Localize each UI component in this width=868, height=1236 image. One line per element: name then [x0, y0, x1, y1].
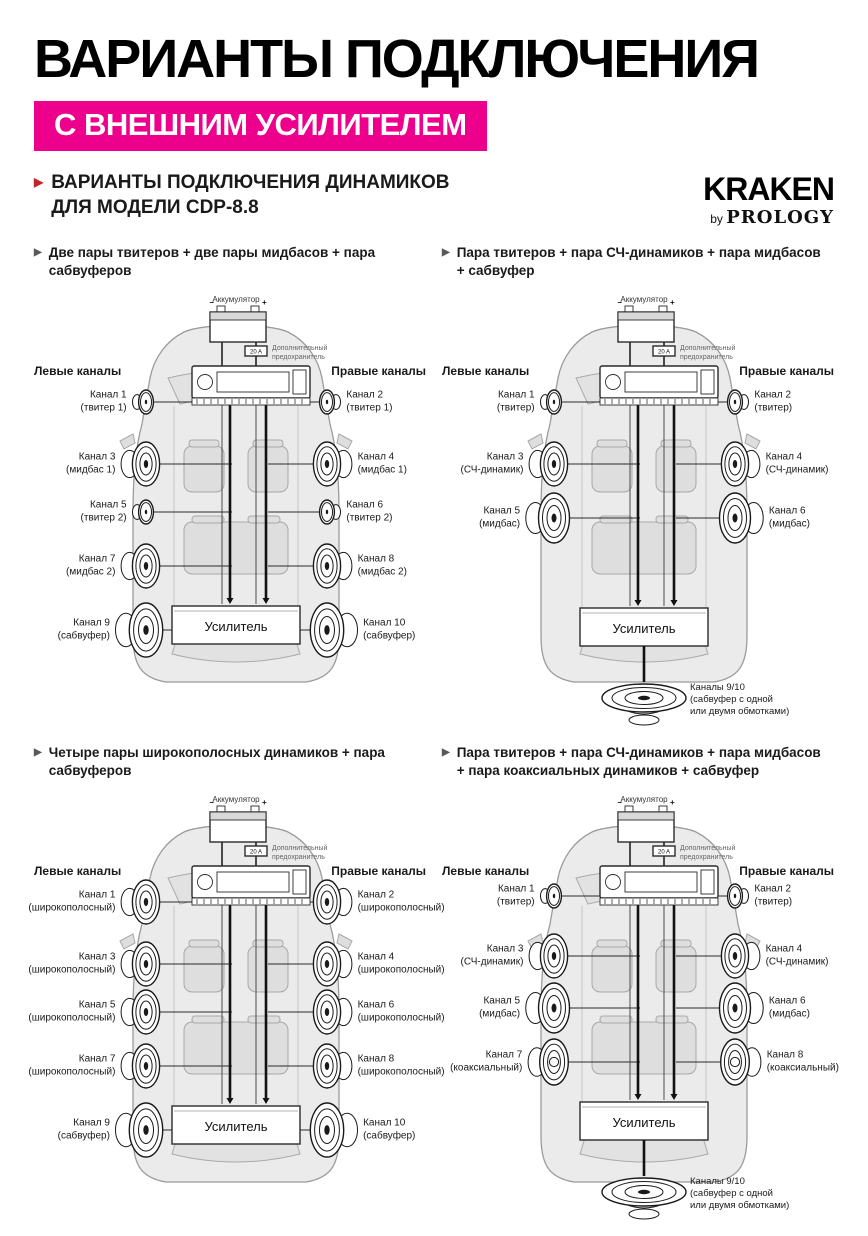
brand-prology: PROLOGY — [726, 207, 834, 229]
speaker-icon — [541, 390, 562, 414]
fuse-note: Дополнительный — [680, 845, 736, 853]
diagram-panel-3 — [28, 744, 445, 1228]
diagram-panel-2 — [442, 244, 834, 734]
amplifier-box — [580, 1102, 708, 1140]
left-channels-label: Левые каналы — [442, 864, 530, 879]
fuse-value: 20 A — [249, 849, 263, 856]
channel-label: Канал 6 (мидбас) — [768, 505, 810, 530]
left-mirror-icon — [120, 434, 135, 449]
subtitle-banner: С ВНЕШНИМ УСИЛИТЕЛЕМ — [34, 101, 487, 151]
speaker-icon — [728, 884, 749, 908]
left-mirror-icon — [528, 434, 543, 449]
channel-label: Канал 1 (широкополосный) — [28, 889, 116, 914]
channel-label: Канал 1 (твитер) — [496, 389, 535, 414]
subwoofer-icon — [602, 684, 686, 725]
speaker-icon — [313, 1044, 352, 1088]
channel-label: Канал 3 (мидбас 1) — [66, 451, 116, 476]
speaker-icon — [121, 442, 160, 486]
car-wiring-diagram — [34, 286, 426, 690]
battery-label: Аккумулятор — [212, 795, 260, 805]
battery-label: Аккумулятор — [620, 795, 668, 805]
svg-text:Каналы 9/10: Каналы 9/10 — [690, 682, 745, 694]
diagram-title: ▶ Пара твитеров + пара СЧ-динамиков + пара мидбасов + пара коаксиальных динамиков + сабвуфер — [442, 744, 822, 786]
arrow-bullet-icon: ▶ — [34, 247, 42, 259]
channel-label: Канал 4 (СЧ-динамик) — [765, 943, 829, 968]
channel-label: Канал 2 (широкополосный) — [357, 889, 445, 914]
speaker-icon — [133, 390, 154, 414]
svg-text:Каналы 9/10: Каналы 9/10 — [690, 1176, 745, 1188]
amplifier-box — [172, 1106, 300, 1144]
diagrams-grid — [28, 244, 839, 1228]
speaker-icon — [310, 603, 357, 657]
section-heading-line1: ВАРИАНТЫ ПОДКЛЮЧЕНИЯ ДИНАМИКОВ — [51, 172, 450, 194]
section-heading — [34, 171, 450, 220]
speaker-icon — [310, 1103, 357, 1157]
channel-label: Канал 1 (твитер 1) — [80, 389, 127, 414]
fuse-note: Дополнительный — [680, 345, 736, 353]
right-mirror-icon — [745, 434, 760, 449]
right-channels-label: Правые каналы — [331, 864, 426, 879]
arrow-bullet-icon: ▶ — [34, 747, 42, 759]
speaker-icon — [121, 544, 160, 588]
diagram-title: ▶ Две пары твитеров + две пары мидбасов + пара сабвуферов — [34, 244, 414, 286]
channel-label: Канал 3 (СЧ-динамик) — [460, 451, 524, 476]
left-channels-label: Левые каналы — [34, 864, 122, 879]
fuse-note: предохранитель — [680, 354, 733, 362]
svg-text:или двумя обмотками): или двумя обмотками) — [690, 706, 790, 718]
diagram-panel-4 — [442, 744, 839, 1228]
battery-plus-sign: + — [670, 298, 675, 308]
left-mirror-icon — [120, 934, 135, 949]
right-mirror-icon — [337, 934, 352, 949]
channel-label: Канал 5 (мидбас) — [479, 505, 521, 530]
car-wiring-diagram — [28, 786, 445, 1190]
speaker-icon — [528, 1039, 568, 1085]
channel-label: Канал 5 (мидбас) — [479, 995, 521, 1020]
speaker-icon — [121, 880, 160, 924]
left-channels-label: Левые каналы — [34, 364, 122, 379]
battery-plus-sign: + — [262, 298, 267, 308]
speaker-icon — [116, 1103, 163, 1157]
svg-text:(сабвуфер с одной: (сабвуфер с одной — [690, 1188, 773, 1200]
diagram-title: ▶ Четыре пары широкополосных динамиков + пара сабвуферов — [34, 744, 414, 786]
channel-label: Канал 7 (мидбас 2) — [66, 553, 116, 578]
battery-minus-sign: – — [617, 798, 622, 808]
channel-label: Канал 2 (твитер 1) — [346, 389, 393, 414]
speaker-icon — [313, 990, 352, 1034]
section-heading-line2: ДЛЯ МОДЕЛИ CDP-8.8 — [51, 196, 259, 218]
arrow-bullet-icon: ▶ — [442, 747, 450, 759]
speaker-icon — [728, 390, 749, 414]
fuse-value: 20 A — [657, 349, 671, 356]
subwoofer-icon — [602, 1178, 686, 1219]
right-channels-label: Правые каналы — [739, 364, 834, 379]
amplifier-label: Усилитель — [204, 619, 268, 635]
channel-label: Канал 4 (СЧ-динамик) — [765, 451, 829, 476]
speaker-icon — [720, 983, 764, 1033]
channel-label: Канал 6 (твитер 2) — [346, 499, 393, 524]
amplifier-label: Усилитель — [612, 621, 676, 637]
svg-text:(сабвуфер с одной: (сабвуфер с одной — [690, 694, 773, 706]
left-channels-label: Левые каналы — [442, 364, 530, 379]
arrow-bullet-icon: ▶ — [34, 175, 44, 190]
arrow-bullet-icon: ▶ — [442, 247, 450, 259]
channel-label: Канал 9 (сабвуфер) — [57, 617, 110, 642]
speaker-icon — [541, 884, 562, 908]
battery-plus-sign: + — [670, 798, 675, 808]
diagram-title: ▶ Пара твитеров + пара СЧ-динамиков + пара мидбасов + сабвуфер — [442, 244, 822, 286]
channel-label: Канал 2 (твитер) — [754, 883, 793, 908]
speaker-icon — [313, 544, 352, 588]
page-header — [34, 29, 834, 229]
channel-label: Канал 10 (сабвуфер) — [363, 1117, 416, 1142]
channel-label: Канал 4 (мидбас 1) — [357, 451, 407, 476]
channel-label: Канал 3 (СЧ-динамик) — [460, 943, 524, 968]
right-mirror-icon — [337, 434, 352, 449]
speaker-icon — [121, 942, 160, 986]
channel-label: Канал 3 (широкополосный) — [28, 951, 116, 976]
channel-label: Канал 8 (широкополосный) — [357, 1053, 445, 1078]
speaker-icon — [720, 493, 764, 543]
speaker-icon — [721, 442, 760, 486]
fuse-value: 20 A — [657, 849, 671, 856]
amplifier-box — [580, 608, 708, 646]
channel-label: Канал 6 (мидбас) — [768, 995, 810, 1020]
battery-label: Аккумулятор — [620, 295, 668, 305]
channel-label: Канал 9 (сабвуфер) — [57, 1117, 110, 1142]
channel-label: Канал 1 (твитер) — [496, 883, 535, 908]
channel-label: Канал 5 (широкополосный) — [28, 999, 116, 1024]
battery-minus-sign: – — [617, 298, 622, 308]
channel-label: Канал 6 (широкополосный) — [357, 999, 445, 1024]
speaker-icon — [116, 603, 163, 657]
channel-label: Канал 5 (твитер 2) — [80, 499, 127, 524]
subwoofer-channels-note — [690, 1176, 789, 1211]
battery-label: Аккумулятор — [212, 295, 260, 305]
speaker-icon — [313, 880, 352, 924]
channel-label: Канал 7 (коаксиальный) — [450, 1049, 523, 1074]
page-title: ВАРИАНТЫ ПОДКЛЮЧЕНИЯ — [34, 29, 758, 89]
fuse-note: Дополнительный — [272, 345, 328, 353]
car-wiring-diagram — [442, 286, 834, 734]
speaker-icon — [121, 990, 160, 1034]
speaker-icon — [526, 983, 570, 1033]
head-unit — [600, 366, 718, 405]
car-wiring-diagram — [442, 786, 839, 1228]
head-unit — [192, 366, 310, 405]
speaker-icon — [320, 390, 341, 414]
channel-label: Канал 7 (широкополосный) — [28, 1053, 116, 1078]
right-channels-label: Правые каналы — [331, 364, 426, 379]
channel-label: Канал 4 (широкополосный) — [357, 951, 445, 976]
speaker-icon — [313, 942, 352, 986]
fuse-note: предохранитель — [680, 854, 733, 862]
speaker-icon — [313, 442, 352, 486]
channel-label: Канал 8 (коаксиальный) — [766, 1049, 839, 1074]
fuse-note: предохранитель — [272, 354, 325, 362]
svg-text:или двумя обмотками): или двумя обмотками) — [690, 1200, 790, 1212]
head-unit — [192, 866, 310, 905]
battery-plus-sign: + — [262, 798, 267, 808]
fuse-note: Дополнительный — [272, 845, 328, 853]
amplifier-label: Усилитель — [612, 1115, 676, 1131]
channel-label: Канал 10 (сабвуфер) — [363, 617, 416, 642]
brand-byline: by PROLOGY — [710, 207, 834, 229]
channel-label: Канал 2 (твитер) — [754, 389, 793, 414]
speaker-icon — [529, 442, 568, 486]
fuse-note: предохранитель — [272, 854, 325, 862]
fuse-value: 20 A — [249, 349, 263, 356]
speaker-icon — [721, 1039, 761, 1085]
brand-logo — [703, 173, 834, 228]
amplifier-box — [172, 606, 300, 644]
speaker-icon — [526, 493, 570, 543]
head-unit — [600, 866, 718, 905]
battery-minus-sign: – — [209, 298, 214, 308]
channel-label: Канал 8 (мидбас 2) — [357, 553, 407, 578]
brand-kraken: KRAKEN — [703, 171, 834, 208]
speaker-icon — [121, 1044, 160, 1088]
right-channels-label: Правые каналы — [739, 864, 834, 879]
battery-minus-sign: – — [209, 798, 214, 808]
amplifier-label: Усилитель — [204, 1119, 268, 1135]
subwoofer-channels-note — [690, 682, 789, 717]
diagram-panel-1 — [34, 244, 426, 734]
